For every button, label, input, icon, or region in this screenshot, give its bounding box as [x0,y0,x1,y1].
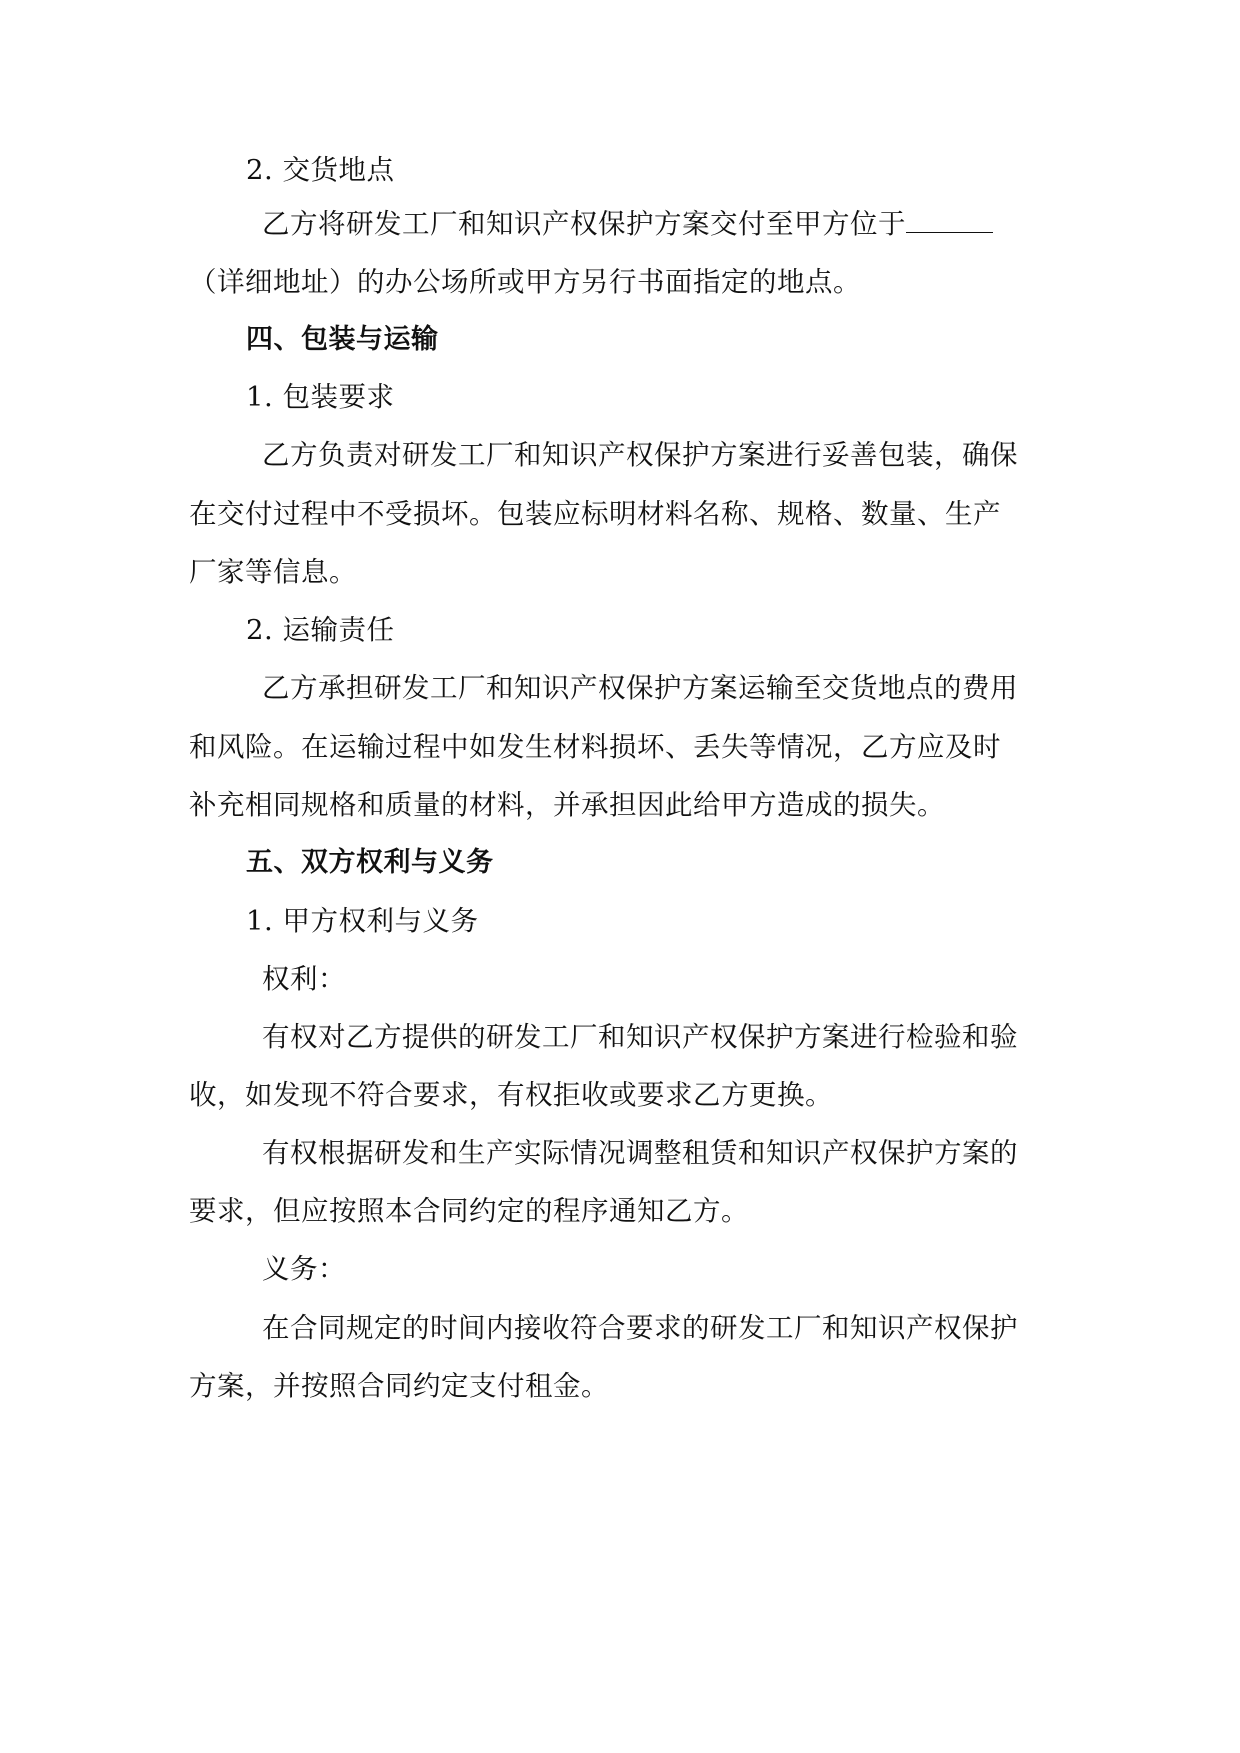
paragraph-line: （详细地址）的办公场所或甲方另行书面指定的地点。 [189,266,861,298]
paragraph-line: 在合同规定的时间内接收符合要求的研发工厂和知识产权保护 [262,1312,1018,1344]
subsection-title-packaging-requirements: 1. 包装要求 [246,381,395,413]
subsection-title-transport-responsibility: 2. 运输责任 [246,614,395,646]
paragraph-line: 补充相同规格和质量的材料，并承担因此给甲方造成的损失。 [189,789,945,821]
paragraph-line: 有权对乙方提供的研发工厂和知识产权保护方案进行检验和验 [262,1021,1018,1053]
duties-label: 义务： [262,1253,346,1285]
paragraph-text: 乙方将研发工厂和知识产权保护方案交付至甲方位于 [262,208,906,240]
paragraph-line: 要求，但应按照本合同约定的程序通知乙方。 [189,1195,749,1227]
address-blank [906,206,993,233]
rights-label: 权利： [262,963,346,995]
subsection-title-delivery-location: 2. 交货地点 [246,154,395,186]
paragraph-line: 和风险。在运输过程中如发生材料损坏、丢失等情况，乙方应及时 [189,731,1001,763]
paragraph-line: 乙方负责对研发工厂和知识产权保护方案进行妥善包装，确保 [262,439,1018,471]
paragraph-line: 乙方承担研发工厂和知识产权保护方案运输至交货地点的费用 [262,672,1018,704]
paragraph-line: 收，如发现不符合要求，有权拒收或要求乙方更换。 [189,1079,833,1111]
paragraph-line: 方案，并按照合同约定支付租金。 [189,1370,609,1402]
section-heading-rights-obligations: 五、双方权利与义务 [246,847,494,878]
paragraph-line [262,204,1142,244]
paragraph-line: 厂家等信息。 [189,556,357,588]
subsection-title-party-a: 1. 甲方权利与义务 [246,905,479,937]
paragraph-line: 在交付过程中不受损坏。包装应标明材料名称、规格、数量、生产 [189,498,1001,530]
paragraph-line: 有权根据研发和生产实际情况调整租赁和知识产权保护方案的 [262,1137,1018,1169]
section-heading-packaging-transport: 四、包装与运输 [246,324,439,355]
